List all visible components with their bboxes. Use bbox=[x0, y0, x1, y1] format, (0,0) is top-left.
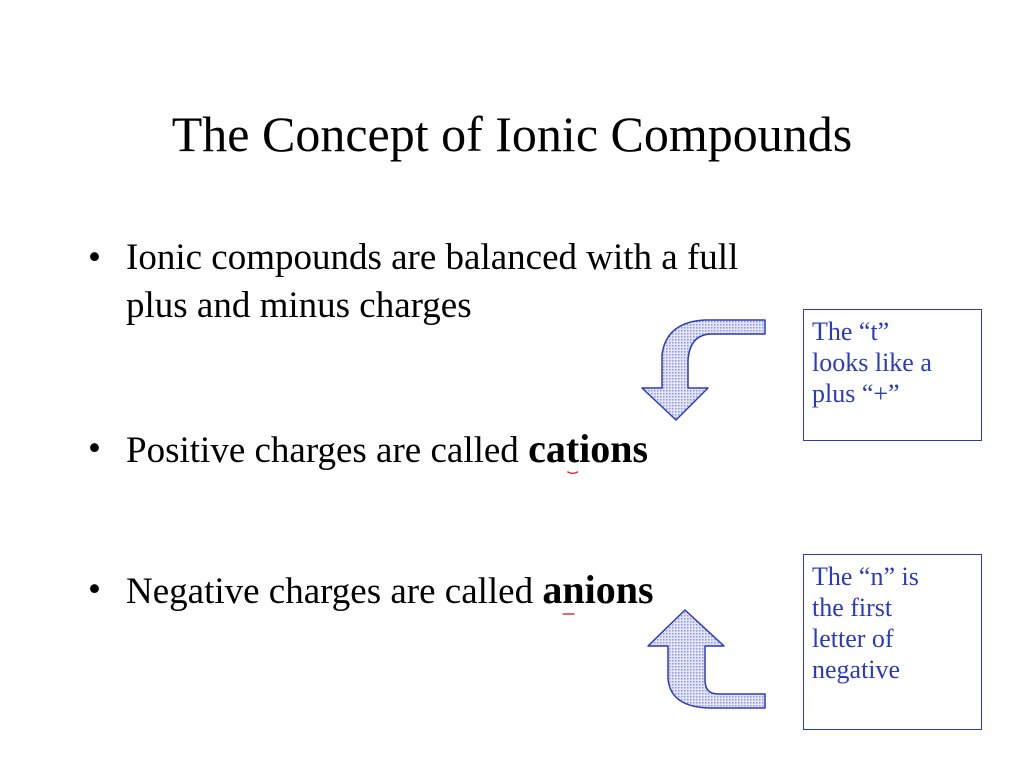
note-line: letter of bbox=[812, 624, 894, 653]
highlighted-letter-text: n bbox=[562, 567, 585, 612]
bullet-prefix: Positive charges are called bbox=[126, 430, 529, 471]
note-line: plus “+” bbox=[812, 379, 900, 408]
bullet-marker: • bbox=[88, 569, 101, 610]
note-line: looks like a bbox=[812, 348, 932, 377]
term-part: ions bbox=[584, 567, 654, 612]
highlighted-letter-text: t bbox=[565, 426, 580, 471]
bullet-marker: • bbox=[88, 237, 101, 278]
note-line: negative bbox=[812, 655, 901, 684]
term-part: ca bbox=[528, 426, 566, 471]
note-line: The “n” is bbox=[812, 562, 919, 591]
curved-arrow-down-icon bbox=[642, 320, 765, 420]
term-part: ions bbox=[579, 426, 649, 471]
note-line: the first bbox=[812, 593, 893, 622]
slide-title: The Concept of Ionic Compounds bbox=[171, 106, 853, 162]
bullet-line: plus and minus charges bbox=[126, 285, 472, 326]
bullet-prefix: Negative charges are called bbox=[126, 571, 543, 612]
curved-arrow-up-icon bbox=[648, 610, 765, 708]
note-box-t bbox=[803, 309, 982, 441]
bullet-line: Ionic compounds are balanced with a full bbox=[126, 237, 739, 278]
note-line: The “t” bbox=[812, 317, 890, 346]
note-box-n bbox=[803, 554, 982, 730]
bullet-marker: • bbox=[88, 428, 101, 469]
term-part: a bbox=[542, 567, 563, 612]
